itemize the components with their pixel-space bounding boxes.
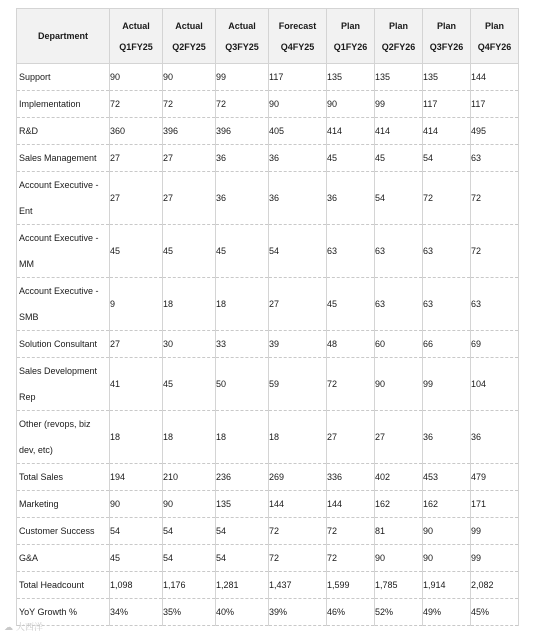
table-cell: 1,437: [269, 572, 327, 599]
table-cell: 90: [375, 545, 423, 572]
table-cell: 90: [423, 518, 471, 545]
table-row: [17, 91, 519, 118]
table-cell: 50: [216, 358, 269, 411]
table-cell: 45%: [471, 599, 519, 626]
table-cell: 27: [269, 278, 327, 331]
row-label: Total Headcount: [17, 572, 110, 599]
table-row: [17, 172, 519, 225]
table-cell: 336: [327, 464, 375, 491]
table-cell: 72: [471, 225, 519, 278]
table-cell: 1,785: [375, 572, 423, 599]
table-cell: 36: [269, 172, 327, 225]
table-cell: 72: [471, 172, 519, 225]
table-cell: 1,281: [216, 572, 269, 599]
table-cell: 45: [163, 358, 216, 411]
table-cell: 2,082: [471, 572, 519, 599]
table-row: [17, 411, 519, 464]
table-cell: 90: [423, 545, 471, 572]
table-cell: 59: [269, 358, 327, 411]
table-cell: 194: [110, 464, 163, 491]
table-cell: 99: [471, 518, 519, 545]
row-label: Marketing: [17, 491, 110, 518]
table-cell: 144: [327, 491, 375, 518]
row-label: Total Sales: [17, 464, 110, 491]
table-row: [17, 358, 519, 411]
table-cell: 99: [471, 545, 519, 572]
table-row: [17, 225, 519, 278]
table-row: [17, 118, 519, 145]
table-cell: 27: [375, 411, 423, 464]
header-q1fy26: Plan Q1FY26: [327, 9, 375, 64]
table-cell: 18: [269, 411, 327, 464]
table-cell: 72: [327, 545, 375, 572]
row-label: Sales Management: [17, 145, 110, 172]
row-label: Account Executive - Ent: [17, 172, 110, 225]
table-cell: 81: [375, 518, 423, 545]
table-cell: 63: [375, 225, 423, 278]
table-cell: 63: [327, 225, 375, 278]
table-cell: 236: [216, 464, 269, 491]
table-cell: 35%: [163, 599, 216, 626]
table-row: [17, 545, 519, 572]
table-cell: 1,599: [327, 572, 375, 599]
table-cell: 36: [423, 411, 471, 464]
table-cell: 99: [216, 64, 269, 91]
table-cell: 27: [163, 145, 216, 172]
table-cell: 27: [327, 411, 375, 464]
header-q2fy26: Plan Q2FY26: [375, 9, 423, 64]
header-q4fy25: Forecast Q4FY25: [269, 9, 327, 64]
table-cell: 1,098: [110, 572, 163, 599]
table-cell: 33: [216, 331, 269, 358]
table-cell: 45: [110, 545, 163, 572]
table-header-row: [17, 9, 519, 64]
table-cell: 162: [423, 491, 471, 518]
table-row: [17, 464, 519, 491]
table-cell: 414: [375, 118, 423, 145]
table-cell: 36: [269, 145, 327, 172]
table-cell: 54: [110, 518, 163, 545]
row-label: Account Executive - SMB: [17, 278, 110, 331]
table-row: [17, 599, 519, 626]
table-cell: 18: [216, 278, 269, 331]
row-label: Implementation: [17, 91, 110, 118]
table-cell: 414: [423, 118, 471, 145]
row-label: R&D: [17, 118, 110, 145]
table-cell: 60: [375, 331, 423, 358]
table-cell: 45: [375, 145, 423, 172]
row-label: Solution Consultant: [17, 331, 110, 358]
table-cell: 45: [327, 278, 375, 331]
table-cell: 36: [327, 172, 375, 225]
table-cell: 479: [471, 464, 519, 491]
table-cell: 171: [471, 491, 519, 518]
table-cell: 72: [327, 518, 375, 545]
table-cell: 72: [327, 358, 375, 411]
table-cell: 269: [269, 464, 327, 491]
table-cell: 495: [471, 118, 519, 145]
table-row: [17, 64, 519, 91]
row-label: YoY Growth %: [17, 599, 110, 626]
table-cell: 90: [269, 91, 327, 118]
table-cell: 72: [163, 91, 216, 118]
table-cell: 63: [471, 278, 519, 331]
table-cell: 27: [110, 331, 163, 358]
table-cell: 117: [423, 91, 471, 118]
table-cell: 49%: [423, 599, 471, 626]
row-label: Other (revops, biz dev, etc): [17, 411, 110, 464]
table-cell: 46%: [327, 599, 375, 626]
table-cell: 135: [423, 64, 471, 91]
table-cell: 63: [375, 278, 423, 331]
table-cell: 396: [163, 118, 216, 145]
table-cell: 39: [269, 331, 327, 358]
table-cell: 117: [269, 64, 327, 91]
table-cell: 39%: [269, 599, 327, 626]
table-cell: 54: [375, 172, 423, 225]
table-cell: 27: [163, 172, 216, 225]
table-cell: 90: [110, 491, 163, 518]
table-cell: 135: [375, 64, 423, 91]
table-cell: 396: [216, 118, 269, 145]
table-cell: 45: [163, 225, 216, 278]
table-cell: 41: [110, 358, 163, 411]
table-cell: 40%: [216, 599, 269, 626]
table-row: [17, 331, 519, 358]
table-cell: 90: [163, 491, 216, 518]
table-cell: 48: [327, 331, 375, 358]
table-cell: 104: [471, 358, 519, 411]
table-cell: 405: [269, 118, 327, 145]
header-q2fy25: Actual Q2FY25: [163, 9, 216, 64]
table-cell: 90: [110, 64, 163, 91]
headcount-table: [16, 8, 519, 626]
table-cell: 9: [110, 278, 163, 331]
table-cell: 66: [423, 331, 471, 358]
table-cell: 135: [216, 491, 269, 518]
table-cell: 90: [375, 358, 423, 411]
table-cell: 162: [375, 491, 423, 518]
watermark-logo: ☁ 大西洋: [4, 623, 43, 633]
table-cell: 18: [163, 411, 216, 464]
table-cell: 69: [471, 331, 519, 358]
table-cell: 414: [327, 118, 375, 145]
table-cell: 99: [423, 358, 471, 411]
row-label: Support: [17, 64, 110, 91]
table-cell: 360: [110, 118, 163, 145]
table-cell: 36: [471, 411, 519, 464]
header-q3fy25: Actual Q3FY25: [216, 9, 269, 64]
table-cell: 54: [216, 518, 269, 545]
table-cell: 45: [327, 145, 375, 172]
table-cell: 30: [163, 331, 216, 358]
table-cell: 90: [163, 64, 216, 91]
table-cell: 63: [471, 145, 519, 172]
table-cell: 210: [163, 464, 216, 491]
table-row: [17, 278, 519, 331]
row-label: Customer Success: [17, 518, 110, 545]
table-row: [17, 518, 519, 545]
table-cell: 54: [423, 145, 471, 172]
table-cell: 72: [423, 172, 471, 225]
table-cell: 63: [423, 225, 471, 278]
table-cell: 18: [163, 278, 216, 331]
table-cell: 54: [163, 545, 216, 572]
table-cell: 27: [110, 145, 163, 172]
table-cell: 36: [216, 145, 269, 172]
table-cell: 1,914: [423, 572, 471, 599]
headcount-table-container: [16, 8, 518, 626]
table-cell: 63: [423, 278, 471, 331]
table-row: [17, 145, 519, 172]
table-cell: 72: [110, 91, 163, 118]
table-cell: 144: [269, 491, 327, 518]
table-cell: 144: [471, 64, 519, 91]
header-department: Department: [17, 9, 110, 64]
row-label: G&A: [17, 545, 110, 572]
table-cell: 72: [269, 518, 327, 545]
table-row: [17, 572, 519, 599]
table-cell: 99: [375, 91, 423, 118]
table-cell: 54: [269, 225, 327, 278]
table-cell: 72: [216, 91, 269, 118]
table-cell: 402: [375, 464, 423, 491]
table-cell: 72: [269, 545, 327, 572]
table-row: [17, 491, 519, 518]
header-q4fy26: Plan Q4FY26: [471, 9, 519, 64]
table-cell: 36: [216, 172, 269, 225]
table-cell: 34%: [110, 599, 163, 626]
header-q1fy25: Actual Q1FY25: [110, 9, 163, 64]
table-cell: 45: [216, 225, 269, 278]
table-cell: 27: [110, 172, 163, 225]
table-cell: 117: [471, 91, 519, 118]
table-cell: 54: [216, 545, 269, 572]
table-cell: 90: [327, 91, 375, 118]
table-cell: 1,176: [163, 572, 216, 599]
table-cell: 52%: [375, 599, 423, 626]
table-cell: 18: [110, 411, 163, 464]
table-cell: 453: [423, 464, 471, 491]
table-cell: 54: [163, 518, 216, 545]
table-cell: 18: [216, 411, 269, 464]
table-body: [17, 64, 519, 626]
header-q3fy26: Plan Q3FY26: [423, 9, 471, 64]
table-cell: 135: [327, 64, 375, 91]
row-label: Sales Development Rep: [17, 358, 110, 411]
table-cell: 45: [110, 225, 163, 278]
row-label: Account Executive - MM: [17, 225, 110, 278]
